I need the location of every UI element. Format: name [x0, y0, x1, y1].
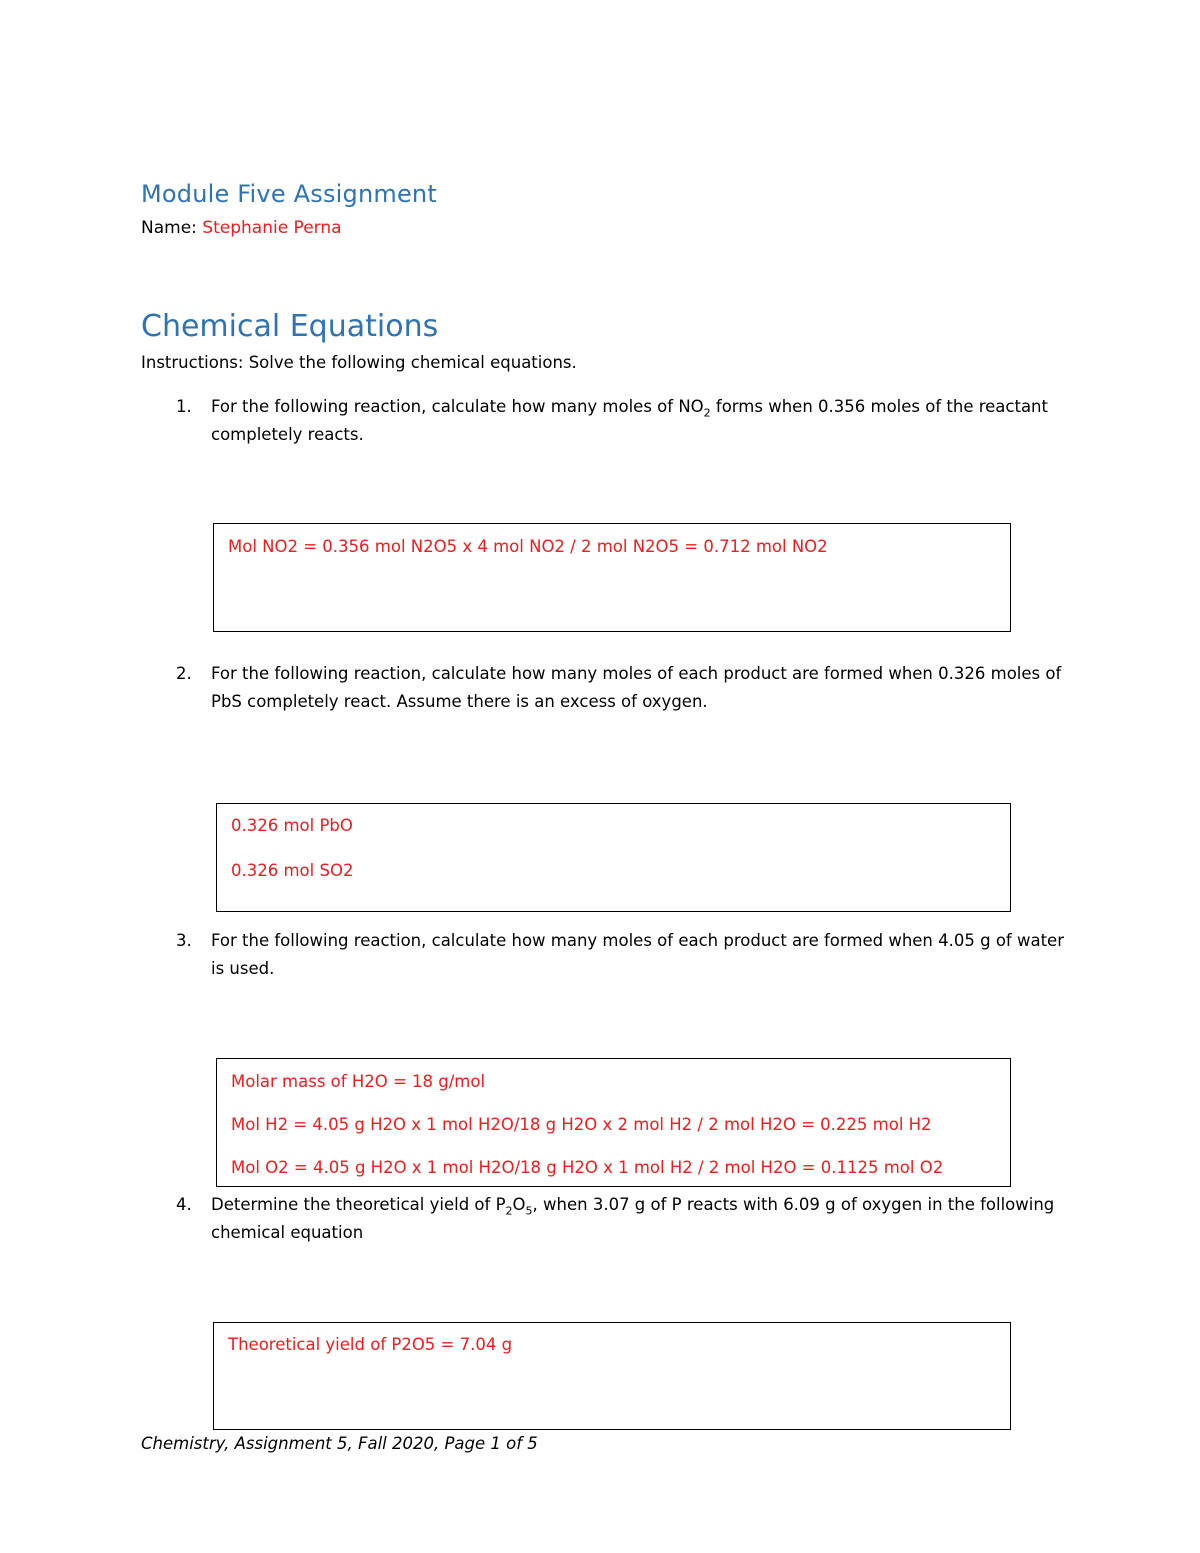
- question-2: [176, 660, 1071, 716]
- question-number: 3.: [176, 931, 192, 950]
- answer-line: 0.326 mol PbO: [231, 816, 353, 835]
- answer-line: Molar mass of H2O = 18 g/mol: [231, 1072, 486, 1091]
- question-text: Determine the theoretical yield of $P_2O_5$, when 3.07 g of P reacts with 6.09 g of oxygen in the following chemical equation: [211, 1195, 1055, 1242]
- answer-line: Mol H2 = 4.05 g H2O x 1 mol H2O/18 g H2O x 2 mol H2 / 2 mol H2O = 0.225 mol H2: [231, 1115, 932, 1134]
- answer-box-1: [213, 523, 1011, 632]
- answer-line: 0.326 mol SO2: [231, 861, 354, 880]
- question-number: 1.: [176, 397, 192, 416]
- question-text: For the following reaction, calculate how many moles of $NO_2$ forms when 0.356 moles of the reactant completely reacts.: [211, 397, 1048, 444]
- answer-box-2: [216, 803, 1011, 912]
- question-1: [176, 393, 1071, 449]
- answer-box-3: [216, 1058, 1011, 1187]
- question-text: For the following reaction, calculate how many moles of each product are formed when 4.05 g of water is used.: [211, 931, 1064, 978]
- instructions-text: Instructions: Solve the following chemical equations.: [141, 353, 577, 372]
- assignment-title: Module Five Assignment: [141, 180, 437, 208]
- answer-box-4: [213, 1322, 1011, 1430]
- question-text: For the following reaction, calculate how many moles of each product are formed when 0.326 moles of PbS completely react. Assume there is an excess of oxygen.: [211, 664, 1062, 711]
- student-name: Stephanie Perna: [202, 218, 342, 238]
- answer-line: Mol O2 = 4.05 g H2O x 1 mol H2O/18 g H2O x 1 mol H2 / 2 mol H2O = 0.1125 mol O2: [231, 1158, 944, 1177]
- question-3: [176, 927, 1071, 983]
- answer-line: Theoretical yield of P2O5 = 7.04 g: [228, 1335, 513, 1354]
- student-name-line: [141, 218, 342, 238]
- answer-line: Mol NO2 = 0.356 mol N2O5 x 4 mol NO2 / 2 mol N2O5 = 0.712 mol NO2: [228, 537, 828, 556]
- question-4: [176, 1191, 1071, 1247]
- question-number: 4.: [176, 1195, 192, 1214]
- section-heading: Chemical Equations: [141, 309, 439, 344]
- name-label: Name:: [141, 218, 197, 238]
- page-footer: Chemistry, Assignment 5, Fall 2020, Page 1 of 5: [141, 1434, 538, 1453]
- question-number: 2.: [176, 664, 192, 683]
